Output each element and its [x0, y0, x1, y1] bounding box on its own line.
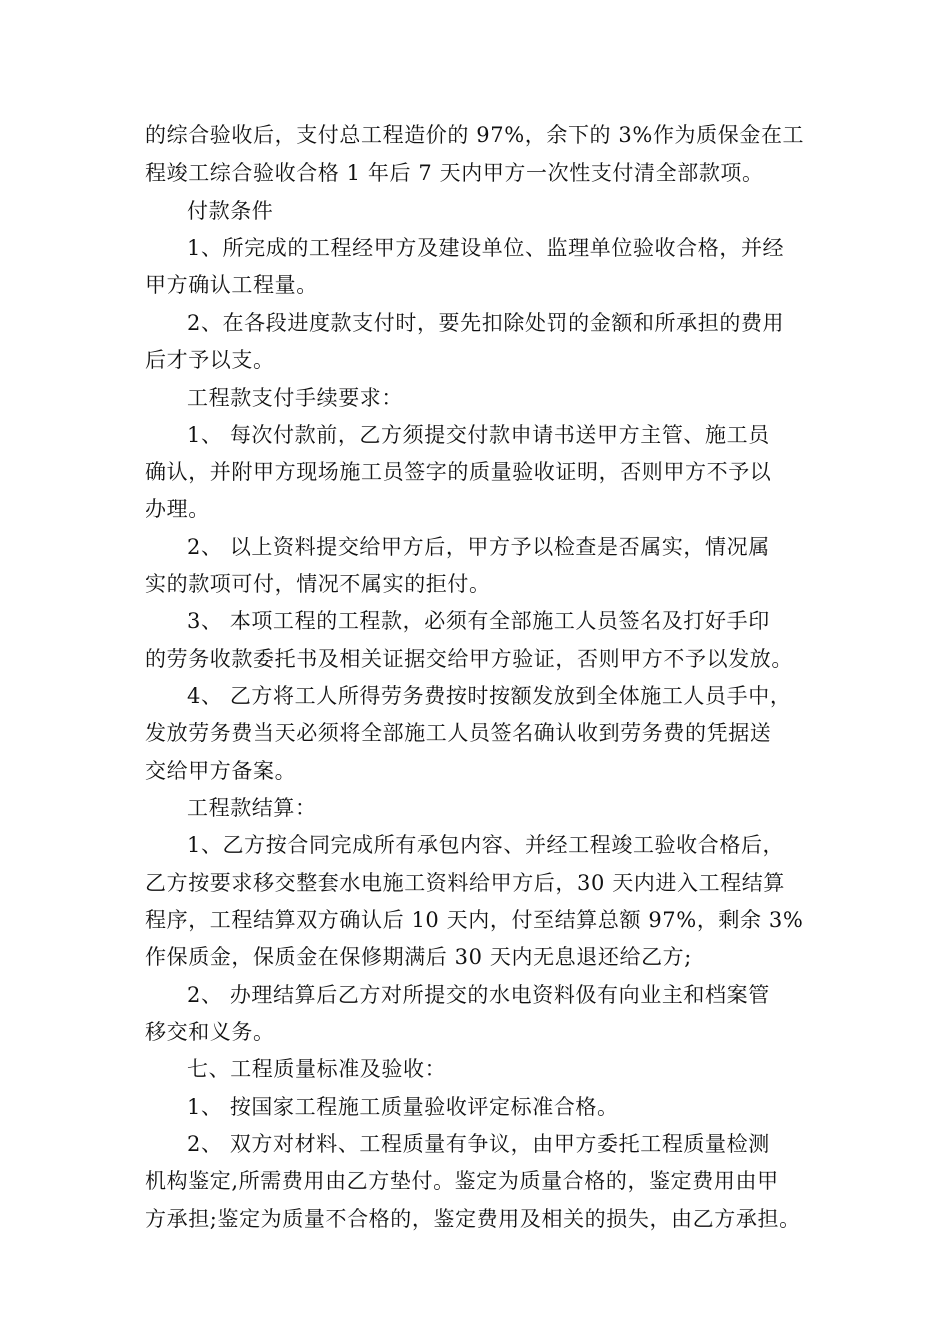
paragraph-line: 后才予以支。 — [145, 348, 275, 372]
paragraph-line: 2、在各段进度款支付时，要先扣除处罚的金额和所承担的费用 — [187, 311, 785, 335]
paragraph-line: 实的款项可付，情况不属实的拒付。 — [145, 572, 491, 596]
paragraph-line: 1、所完成的工程经甲方及建设单位、监理单位验收合格，并经 — [187, 236, 785, 260]
paragraph-line: 2、 双方对材料、工程质量有争议，由甲方委托工程质量检测 — [187, 1132, 770, 1156]
paragraph-line: 1、乙方按合同完成所有承包内容、并经工程竣工验收合格后， — [187, 833, 785, 857]
paragraph-line: 2、 以上资料提交给甲方后，甲方予以检查是否属实，情况属 — [187, 535, 770, 559]
paragraph-line: 2、 办理结算后乙方对所提交的水电资料伋有向业主和档案管 — [187, 983, 770, 1007]
paragraph-line: 移交和义务。 — [145, 1020, 275, 1044]
paragraph-line: 4、 乙方将工人所得劳务费按时按额发放到全体施工人员手中， — [187, 684, 792, 708]
paragraph-line: 作保质金，保质金在保修期满后 30 天内无息退还给乙方; — [145, 945, 692, 969]
paragraph-line: 1、 按国家工程施工质量验收评定标准合格。 — [187, 1095, 619, 1119]
paragraph-line: 交给甲方备案。 — [145, 759, 297, 783]
paragraph-line: 机构鉴定,所需费用由乙方垫付。鉴定为质量合格的，鉴定费用由甲 — [145, 1169, 779, 1193]
section-heading: 工程款支付手续要求： — [187, 386, 403, 410]
paragraph-line: 程序，工程结算双方确认后 10 天内，付至结算总额 97%，剩余 3% — [145, 908, 804, 932]
paragraph-line: 方承担;鉴定为质量不合格的，鉴定费用及相关的损失，由乙方承担。 — [145, 1207, 801, 1231]
paragraph-line: 3、 本项工程的工程款，必须有全部施工人员签名及打好手印 — [187, 609, 770, 633]
paragraph-line: 办理。 — [145, 497, 210, 521]
section-heading: 七、工程质量标准及验收： — [187, 1057, 447, 1081]
paragraph-line: 1、 每次付款前，乙方须提交付款申请书送甲方主管、施工员 — [187, 423, 770, 447]
section-heading: 付款条件 — [187, 199, 274, 223]
paragraph-line: 的劳务收款委托书及相关证据交给甲方验证，否则甲方不予以发放。 — [145, 647, 793, 671]
paragraph-line: 的综合验收后，支付总工程造价的 97%，余下的 3%作为质保金在工 — [145, 123, 805, 147]
section-heading: 工程款结算： — [187, 796, 317, 820]
paragraph-line: 程竣工综合验收合格 1 年后 7 天内甲方一次性支付清全部款项。 — [145, 161, 764, 185]
paragraph-line: 确认，并附甲方现场施工员签字的质量验收证明，否则甲方不予以 — [145, 460, 772, 484]
paragraph-line: 甲方确认工程量。 — [145, 273, 318, 297]
paragraph-line: 乙方按要求移交整套水电施工资料给甲方后，30 天内进入工程结算 — [145, 871, 785, 895]
paragraph-line: 发放劳务费当天必须将全部施工人员签名确认收到劳务费的凭据送 — [145, 721, 772, 745]
